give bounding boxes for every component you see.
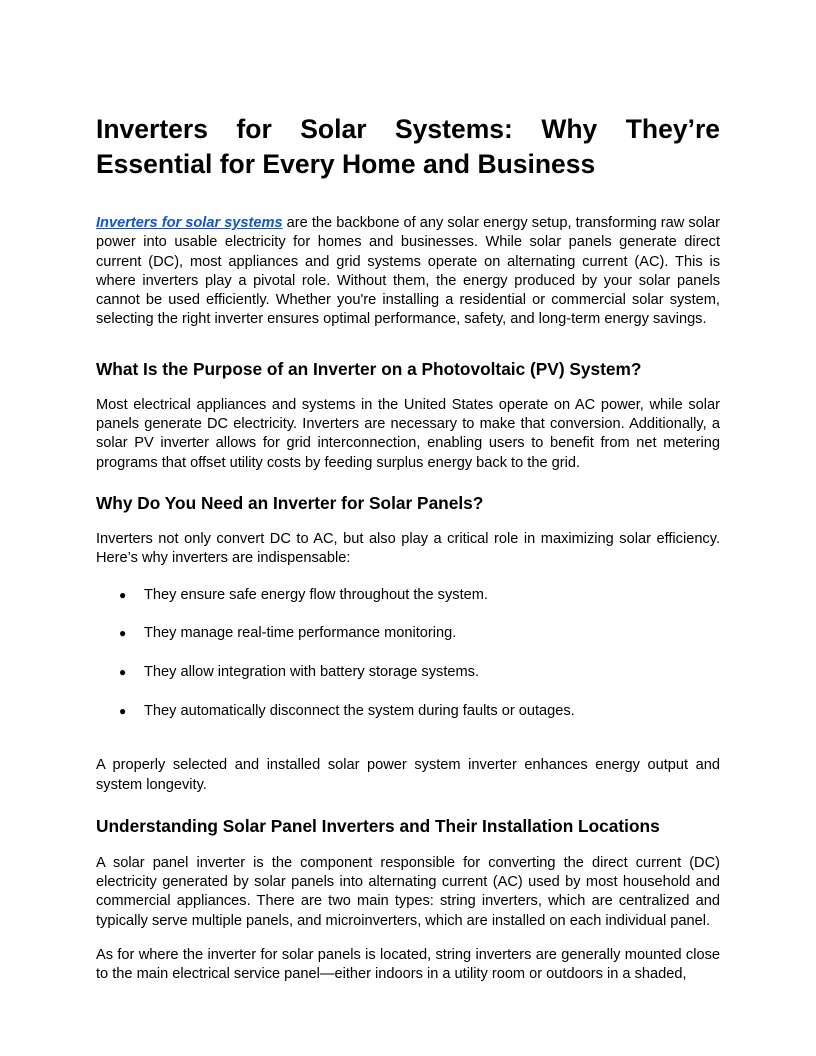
page-title-line-2: Essential for Every Home and Business bbox=[96, 149, 596, 179]
inverters-link[interactable]: Inverters for solar systems bbox=[96, 215, 283, 231]
benefits-list bbox=[96, 586, 720, 722]
bullet-icon: ● bbox=[119, 626, 127, 641]
list-item: ● They manage real-time performance monitoring. bbox=[96, 624, 720, 643]
section3-heading: Understanding Solar Panel Inverters and Their Installation Locations bbox=[96, 815, 660, 836]
section1-heading: What Is the Purpose of an Inverter on a Photovoltaic (PV) System? bbox=[96, 358, 642, 379]
page-title bbox=[96, 112, 720, 182]
section2-heading: Why Do You Need an Inverter for Solar Panels? bbox=[96, 492, 484, 513]
bullet-icon: ● bbox=[119, 665, 127, 680]
document-page bbox=[96, 112, 720, 985]
list-item: ● They allow integration with battery storage systems. bbox=[96, 663, 720, 682]
page-title-line-1: Inverters for Solar Systems: Why They’re bbox=[96, 114, 720, 144]
section2-paragraph: Inverters not only convert DC to AC, but also play a critical role in maximizing solar efficiency. Here’s why inverters are indispensable: bbox=[96, 530, 720, 567]
bullet-icon: ● bbox=[119, 703, 127, 718]
section2-closing: A properly selected and installed solar power system inverter enhances energy output and system longevity. bbox=[96, 757, 720, 793]
list-item: ● They ensure safe energy flow throughout the system. bbox=[96, 586, 720, 605]
section1-paragraph: Most electrical appliances and systems in the United States operate on AC power, while solar panels generate DC electricity. Inverters are necessary to make that conversion. Additionally, a solar PV inverter allows for grid interconnection, enabling users to benefit from net metering programs that offset utility costs by feeding surplus energy back to the grid. bbox=[96, 396, 720, 471]
section3-paragraph-1: A solar panel inverter is the component responsible for converting the direct current (DC) electricity generated by solar panels into alternating current (AC) used by most household and commercial appliances. There are two main types: string inverters, which are centralized and typically serve multiple panels, and microinverters, which are installed on each individual panel. bbox=[96, 854, 720, 929]
bullet-icon: ● bbox=[119, 587, 127, 602]
list-item: ● They automatically disconnect the system during faults or outages. bbox=[96, 702, 720, 721]
intro-paragraph bbox=[96, 214, 720, 330]
section3-paragraph-2: As for where the inverter for solar panels is located, string inverters are generally mounted close to the main electrical service panel—either indoors in a utility room or outdoors in a shaded, bbox=[96, 947, 720, 983]
intro-text: are the backbone of any solar energy setup, transforming raw solar power into usable electricity for homes and businesses. While solar panels generate direct current (DC), most appliances and grid systems operate on alternating current (AC). This is where inverters play a pivotal role. Without them, the energy produced by your solar panels cannot be used efficiently. Whether you're installing a residential or commercial solar system, selecting the right inverter ensures optimal performance, safety, and long-term energy savings. bbox=[96, 215, 720, 328]
